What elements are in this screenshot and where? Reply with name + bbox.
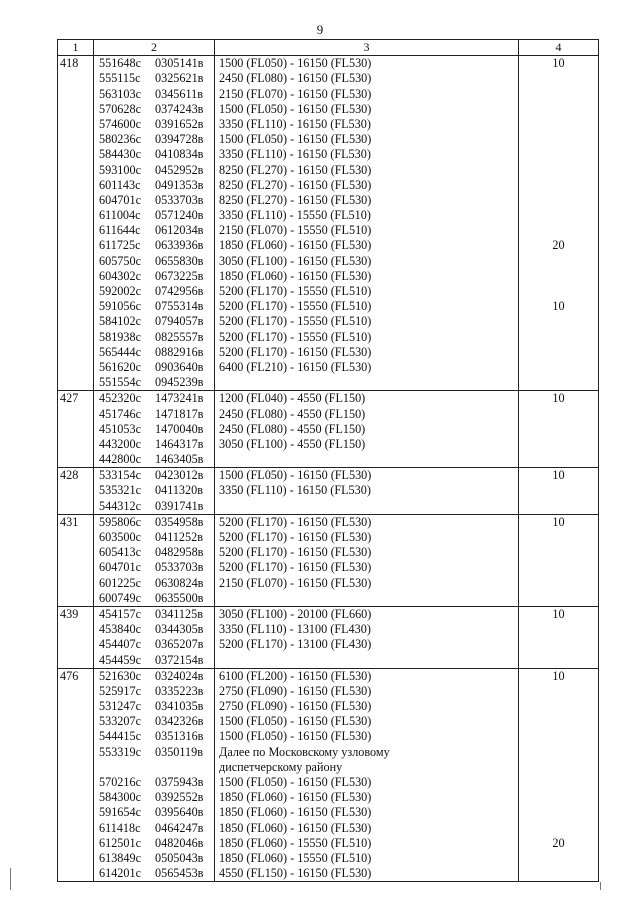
altitude-cell bbox=[215, 391, 519, 468]
coordinate-pair bbox=[96, 607, 212, 622]
longitude: 0351316в bbox=[155, 729, 204, 744]
latitude: 584430с bbox=[99, 147, 141, 162]
coordinate-pair bbox=[96, 102, 212, 117]
coordinate-pair bbox=[96, 163, 212, 178]
table-row bbox=[58, 391, 599, 468]
value bbox=[521, 714, 596, 729]
longitude: 0452952в bbox=[155, 162, 204, 177]
value bbox=[521, 132, 596, 147]
longitude: 1464317в bbox=[155, 436, 204, 451]
longitude: 0324024в bbox=[155, 668, 204, 683]
longitude: 0391652в bbox=[155, 116, 204, 131]
table-row bbox=[58, 56, 599, 391]
latitude: 525917с bbox=[99, 683, 141, 698]
longitude: 0533703в bbox=[155, 192, 204, 207]
longitude: 0392552в bbox=[155, 790, 204, 805]
altitude-range: 2150 (FL070) - 15550 (FL510) bbox=[219, 223, 372, 238]
coordinate-pair bbox=[96, 576, 212, 591]
coordinates-cell bbox=[94, 56, 215, 391]
coordinate-pair bbox=[96, 729, 212, 744]
coordinate-pair bbox=[96, 851, 212, 866]
latitude: 454157с bbox=[99, 606, 141, 621]
coordinate-pair bbox=[96, 468, 212, 483]
altitude-range: 4550 (FL150) - 16150 (FL530) bbox=[219, 866, 372, 881]
value bbox=[521, 269, 596, 284]
altitude-cell bbox=[215, 668, 519, 882]
longitude: 0794057в bbox=[155, 314, 204, 329]
altitude-range: диспетчерскому району bbox=[219, 759, 343, 774]
coordinate-pair bbox=[96, 223, 212, 238]
value bbox=[521, 223, 596, 238]
longitude: 0825557в bbox=[155, 329, 204, 344]
value bbox=[521, 790, 596, 805]
longitude: 0533703в bbox=[155, 560, 204, 575]
coordinate-pair bbox=[96, 653, 212, 668]
coordinate-pair bbox=[96, 132, 212, 147]
coordinate-pair bbox=[96, 391, 212, 406]
altitude-range: 1500 (FL050) - 16150 (FL530) bbox=[219, 714, 372, 729]
altitude-range: 1200 (FL040) - 4550 (FL150) bbox=[219, 391, 366, 406]
altitude-range: 3350 (FL110) - 16150 (FL530) bbox=[219, 147, 371, 162]
altitude-range: 2150 (FL070) - 16150 (FL530) bbox=[219, 575, 372, 590]
longitude: 0372154в bbox=[155, 652, 204, 667]
latitude: 533154с bbox=[99, 468, 141, 483]
coordinate-pair bbox=[96, 330, 212, 345]
table-row bbox=[58, 668, 599, 882]
latitude: 601225с bbox=[99, 575, 141, 590]
latitude: 555115с bbox=[99, 71, 141, 86]
section-id: 431 bbox=[58, 514, 94, 606]
coordinates-cell bbox=[94, 668, 215, 882]
coordinate-pair bbox=[96, 147, 212, 162]
altitude-range: 5200 (FL170) - 15550 (FL510) bbox=[219, 329, 372, 344]
longitude: 0374243в bbox=[155, 101, 204, 116]
value bbox=[521, 699, 596, 714]
latitude: 553319с bbox=[99, 744, 141, 759]
table-row bbox=[58, 514, 599, 606]
page-number: 9 bbox=[316, 22, 324, 37]
coordinate-pair bbox=[96, 437, 212, 452]
altitude-range: 3050 (FL100) - 16150 (FL530) bbox=[219, 253, 372, 268]
value bbox=[521, 729, 596, 744]
longitude: 0482046в bbox=[155, 835, 204, 850]
latitude: 591654с bbox=[99, 805, 141, 820]
longitude: 0394728в bbox=[155, 132, 204, 147]
longitude: 0411252в bbox=[155, 530, 203, 545]
altitude-range: 3350 (FL110) - 16150 (FL530) bbox=[219, 116, 371, 131]
longitude: 0365207в bbox=[155, 637, 204, 652]
value bbox=[521, 163, 596, 178]
longitude: 0464247в bbox=[155, 820, 204, 835]
coordinate-pair bbox=[96, 760, 212, 775]
altitude-range: 5200 (FL170) - 16150 (FL530) bbox=[219, 514, 372, 529]
latitude: 611644с bbox=[99, 223, 141, 238]
longitude: 1471817в bbox=[155, 406, 204, 421]
coordinate-pair bbox=[96, 591, 212, 606]
latitude: 561620с bbox=[99, 359, 141, 374]
longitude: 0375943в bbox=[155, 775, 204, 790]
value: 10 bbox=[552, 468, 565, 483]
latitude: 611418с bbox=[99, 820, 141, 835]
value: 10 bbox=[552, 299, 565, 314]
coordinate-pair bbox=[96, 836, 212, 851]
altitude-range: 8250 (FL270) - 16150 (FL530) bbox=[219, 192, 372, 207]
altitude-range: 1500 (FL050) - 16150 (FL530) bbox=[219, 775, 372, 790]
longitude: 0742956в bbox=[155, 284, 204, 299]
coordinate-pair bbox=[96, 790, 212, 805]
altitude-range: 8250 (FL270) - 16150 (FL530) bbox=[219, 162, 372, 177]
coordinates-cell bbox=[94, 514, 215, 606]
longitude: 0571240в bbox=[155, 208, 204, 223]
altitude-range: 1500 (FL050) - 16150 (FL530) bbox=[219, 101, 372, 116]
coordinate-pair bbox=[96, 238, 212, 253]
latitude: 601143с bbox=[99, 177, 141, 192]
latitude: 535321с bbox=[99, 483, 141, 498]
altitude-range: 5200 (FL170) - 16150 (FL530) bbox=[219, 344, 372, 359]
latitude: 581938с bbox=[99, 329, 141, 344]
altitude-range: 1500 (FL050) - 16150 (FL530) bbox=[219, 56, 372, 71]
longitude: 0903640в bbox=[155, 359, 204, 374]
latitude: 591056с bbox=[99, 299, 141, 314]
value-cell bbox=[519, 468, 599, 515]
altitude-cell bbox=[215, 514, 519, 606]
longitude: 0344305в bbox=[155, 622, 204, 637]
longitude: 1470040в bbox=[155, 421, 204, 436]
longitude: 0633936в bbox=[155, 238, 204, 253]
longitude: 0673225в bbox=[155, 268, 204, 283]
altitude-range: 1500 (FL050) - 16150 (FL530) bbox=[219, 468, 372, 483]
altitude-range: 3050 (FL100) - 20100 (FL660) bbox=[219, 606, 372, 621]
altitude-range: 6400 (FL210) - 16150 (FL530) bbox=[219, 359, 372, 374]
coordinate-pair bbox=[96, 422, 212, 437]
coordinate-pair bbox=[96, 254, 212, 269]
section-id: 427 bbox=[58, 391, 94, 468]
coordinate-pair bbox=[96, 314, 212, 329]
altitude-range: Далее по Московскому узловому bbox=[219, 744, 390, 759]
altitude-range: 3050 (FL100) - 4550 (FL150) bbox=[219, 436, 366, 451]
altitude-range: 3350 (FL110) - 16150 (FL530) bbox=[219, 483, 371, 498]
column-header: 4 bbox=[519, 40, 599, 56]
longitude: 0635500в bbox=[155, 590, 204, 605]
value-cell bbox=[519, 56, 599, 391]
column-header: 3 bbox=[215, 40, 519, 56]
coordinate-pair bbox=[96, 360, 212, 375]
coordinate-pair bbox=[96, 208, 212, 223]
latitude: 544415с bbox=[99, 729, 141, 744]
longitude: 1463405в bbox=[155, 452, 204, 467]
latitude: 574600с bbox=[99, 116, 141, 131]
table-body bbox=[58, 56, 599, 882]
latitude: 531247с bbox=[99, 699, 141, 714]
coordinate-pair bbox=[96, 345, 212, 360]
altitude-range: 2150 (FL070) - 16150 (FL530) bbox=[219, 86, 372, 101]
value bbox=[521, 193, 596, 208]
latitude: 595806с bbox=[99, 514, 141, 529]
value bbox=[521, 102, 596, 117]
latitude: 605750с bbox=[99, 253, 141, 268]
longitude: 0565453в bbox=[155, 866, 204, 881]
longitude: 0655830в bbox=[155, 253, 204, 268]
latitude: 533207с bbox=[99, 714, 141, 729]
coordinate-pair bbox=[96, 483, 212, 498]
coordinate-pair bbox=[96, 284, 212, 299]
altitude-range: 2750 (FL090) - 16150 (FL530) bbox=[219, 683, 372, 698]
latitude: 605413с bbox=[99, 545, 141, 560]
coordinates-cell bbox=[94, 468, 215, 515]
section-id: 476 bbox=[58, 668, 94, 882]
longitude: 0341125в bbox=[155, 606, 203, 621]
altitude-range: 1850 (FL060) - 15550 (FL510) bbox=[219, 835, 372, 850]
value-cell bbox=[519, 514, 599, 606]
latitude: 570216с bbox=[99, 775, 141, 790]
altitude-range: 1850 (FL060) - 16150 (FL530) bbox=[219, 268, 372, 283]
longitude: 0630824в bbox=[155, 575, 204, 590]
altitude-range: 5200 (FL170) - 15550 (FL510) bbox=[219, 299, 372, 314]
altitude-range: 1850 (FL060) - 16150 (FL530) bbox=[219, 238, 372, 253]
longitude: 0505043в bbox=[155, 850, 204, 865]
coordinate-pair bbox=[96, 299, 212, 314]
value-cell bbox=[519, 606, 599, 668]
longitude: 0335223в bbox=[155, 683, 204, 698]
value: 10 bbox=[552, 668, 565, 683]
section-id: 428 bbox=[58, 468, 94, 515]
altitude-range: 3350 (FL110) - 13100 (FL430) bbox=[219, 622, 371, 637]
coordinate-pair bbox=[96, 699, 212, 714]
altitude-range: 5200 (FL170) - 16150 (FL530) bbox=[219, 560, 372, 575]
latitude: 452320с bbox=[99, 391, 141, 406]
coordinate-pair bbox=[96, 71, 212, 86]
longitude: 0354958в bbox=[155, 514, 204, 529]
latitude: 593100с bbox=[99, 162, 141, 177]
value bbox=[521, 284, 596, 299]
value bbox=[521, 745, 596, 760]
latitude: 584300с bbox=[99, 790, 141, 805]
longitude: 1473241в bbox=[155, 391, 204, 406]
coordinate-pair bbox=[96, 545, 212, 560]
altitude-range: 1850 (FL060) - 16150 (FL530) bbox=[219, 805, 372, 820]
coordinate-pair bbox=[96, 452, 212, 467]
coordinate-pair bbox=[96, 56, 212, 71]
latitude: 551648с bbox=[99, 56, 141, 71]
latitude: 604701с bbox=[99, 192, 141, 207]
latitude: 454407с bbox=[99, 637, 141, 652]
coordinate-pair bbox=[96, 407, 212, 422]
section-id: 439 bbox=[58, 606, 94, 668]
value bbox=[521, 254, 596, 269]
latitude: 551554с bbox=[99, 375, 141, 390]
coordinate-pair bbox=[96, 866, 212, 881]
value bbox=[521, 805, 596, 820]
longitude: 0482958в bbox=[155, 545, 204, 560]
latitude: 614201с bbox=[99, 866, 141, 881]
altitude-range: 6100 (FL200) - 16150 (FL530) bbox=[219, 668, 372, 683]
value bbox=[521, 178, 596, 193]
airspace-table bbox=[57, 39, 599, 882]
longitude: 0491353в bbox=[155, 177, 204, 192]
longitude: 0945239в bbox=[155, 375, 204, 390]
coordinate-pair bbox=[96, 117, 212, 132]
coordinate-pair bbox=[96, 87, 212, 102]
latitude: 603500с bbox=[99, 530, 141, 545]
coordinates-cell bbox=[94, 606, 215, 668]
latitude: 451053с bbox=[99, 421, 141, 436]
longitude: 0350119в bbox=[155, 744, 203, 759]
latitude: 611725с bbox=[99, 238, 141, 253]
column-header: 2 bbox=[94, 40, 215, 56]
value: 10 bbox=[552, 606, 565, 621]
value bbox=[521, 821, 596, 836]
longitude: 0342326в bbox=[155, 714, 204, 729]
column-header: 1 bbox=[58, 40, 94, 56]
latitude: 544312с bbox=[99, 498, 141, 513]
altitude-range: 5200 (FL170) - 16150 (FL530) bbox=[219, 545, 372, 560]
coordinates-cell bbox=[94, 391, 215, 468]
altitude-range: 8250 (FL270) - 16150 (FL530) bbox=[219, 177, 372, 192]
value-cell bbox=[519, 668, 599, 882]
latitude: 592002с bbox=[99, 284, 141, 299]
latitude: 612501с bbox=[99, 835, 141, 850]
altitude-range: 1850 (FL060) - 15550 (FL510) bbox=[219, 850, 372, 865]
altitude-range: 5200 (FL170) - 15550 (FL510) bbox=[219, 284, 372, 299]
value: 10 bbox=[552, 56, 565, 71]
altitude-range: 5200 (FL170) - 15550 (FL510) bbox=[219, 314, 372, 329]
coordinate-pair bbox=[96, 669, 212, 684]
coordinate-pair bbox=[96, 805, 212, 820]
longitude: 0410834в bbox=[155, 147, 204, 162]
longitude: 0612034в bbox=[155, 223, 204, 238]
longitude: 0882916в bbox=[155, 344, 204, 359]
altitude-cell bbox=[215, 606, 519, 668]
value: 10 bbox=[552, 391, 565, 406]
altitude-range: 1850 (FL060) - 16150 (FL530) bbox=[219, 790, 372, 805]
scan-mark bbox=[600, 882, 601, 890]
altitude-range: 1500 (FL050) - 16150 (FL530) bbox=[219, 729, 372, 744]
value bbox=[521, 760, 596, 775]
latitude: 453840с bbox=[99, 622, 141, 637]
altitude-range: 2450 (FL080) - 16150 (FL530) bbox=[219, 71, 372, 86]
longitude: 0395640в bbox=[155, 805, 204, 820]
longitude: 0341035в bbox=[155, 699, 204, 714]
value bbox=[521, 208, 596, 223]
latitude: 570628с bbox=[99, 101, 141, 116]
coordinate-pair bbox=[96, 637, 212, 652]
altitude-range: 2450 (FL080) - 4550 (FL150) bbox=[219, 406, 366, 421]
table-header-row bbox=[58, 40, 599, 56]
value: 20 bbox=[552, 835, 565, 850]
value bbox=[521, 87, 596, 102]
latitude: 580236с bbox=[99, 132, 141, 147]
latitude: 451746с bbox=[99, 406, 141, 421]
altitude-range: 2450 (FL080) - 4550 (FL150) bbox=[219, 421, 366, 436]
latitude: 604302с bbox=[99, 268, 141, 283]
latitude: 443200с bbox=[99, 436, 141, 451]
coordinate-pair bbox=[96, 821, 212, 836]
altitude-range: 3350 (FL110) - 15550 (FL510) bbox=[219, 208, 371, 223]
altitude-range: 5200 (FL170) - 13100 (FL430) bbox=[219, 637, 372, 652]
coordinate-pair bbox=[96, 530, 212, 545]
value bbox=[521, 71, 596, 86]
longitude: 0411320в bbox=[155, 483, 203, 498]
value: 10 bbox=[552, 514, 565, 529]
coordinate-pair bbox=[96, 622, 212, 637]
longitude: 0391741в bbox=[155, 498, 204, 513]
latitude: 584102с bbox=[99, 314, 141, 329]
latitude: 611004с bbox=[99, 208, 141, 223]
latitude: 600749с bbox=[99, 590, 141, 605]
altitude-cell bbox=[215, 56, 519, 391]
value: 20 bbox=[552, 238, 565, 253]
coordinate-pair bbox=[96, 178, 212, 193]
altitude-range: 5200 (FL170) - 16150 (FL530) bbox=[219, 530, 372, 545]
coordinate-pair bbox=[96, 269, 212, 284]
coordinate-pair bbox=[96, 193, 212, 208]
coordinate-pair bbox=[96, 745, 212, 760]
latitude: 604701с bbox=[99, 560, 141, 575]
longitude: 0755314в bbox=[155, 299, 204, 314]
value bbox=[521, 684, 596, 699]
coordinate-pair bbox=[96, 515, 212, 530]
longitude: 0423012в bbox=[155, 468, 204, 483]
coordinate-pair bbox=[96, 375, 212, 390]
latitude: 521630с bbox=[99, 668, 141, 683]
longitude: 0305141в bbox=[155, 56, 204, 71]
value bbox=[521, 775, 596, 790]
latitude: 613849с bbox=[99, 850, 141, 865]
altitude-range: 1850 (FL060) - 16150 (FL530) bbox=[219, 820, 372, 835]
coordinate-pair bbox=[96, 714, 212, 729]
table-row bbox=[58, 606, 599, 668]
coordinate-pair bbox=[96, 775, 212, 790]
longitude: 0345611в bbox=[155, 86, 203, 101]
scan-mark bbox=[10, 868, 11, 890]
latitude: 565444с bbox=[99, 344, 141, 359]
altitude-range: 2750 (FL090) - 16150 (FL530) bbox=[219, 699, 372, 714]
value bbox=[521, 147, 596, 162]
latitude: 563103с bbox=[99, 86, 141, 101]
latitude: 454459с bbox=[99, 652, 141, 667]
table-row bbox=[58, 468, 599, 515]
coordinate-pair bbox=[96, 499, 212, 514]
section-id: 418 bbox=[58, 56, 94, 391]
value bbox=[521, 117, 596, 132]
coordinate-pair bbox=[96, 684, 212, 699]
latitude: 442800с bbox=[99, 452, 141, 467]
altitude-cell bbox=[215, 468, 519, 515]
value-cell bbox=[519, 391, 599, 468]
longitude: 0325621в bbox=[155, 71, 204, 86]
coordinate-pair bbox=[96, 560, 212, 575]
altitude-range: 1500 (FL050) - 16150 (FL530) bbox=[219, 132, 372, 147]
